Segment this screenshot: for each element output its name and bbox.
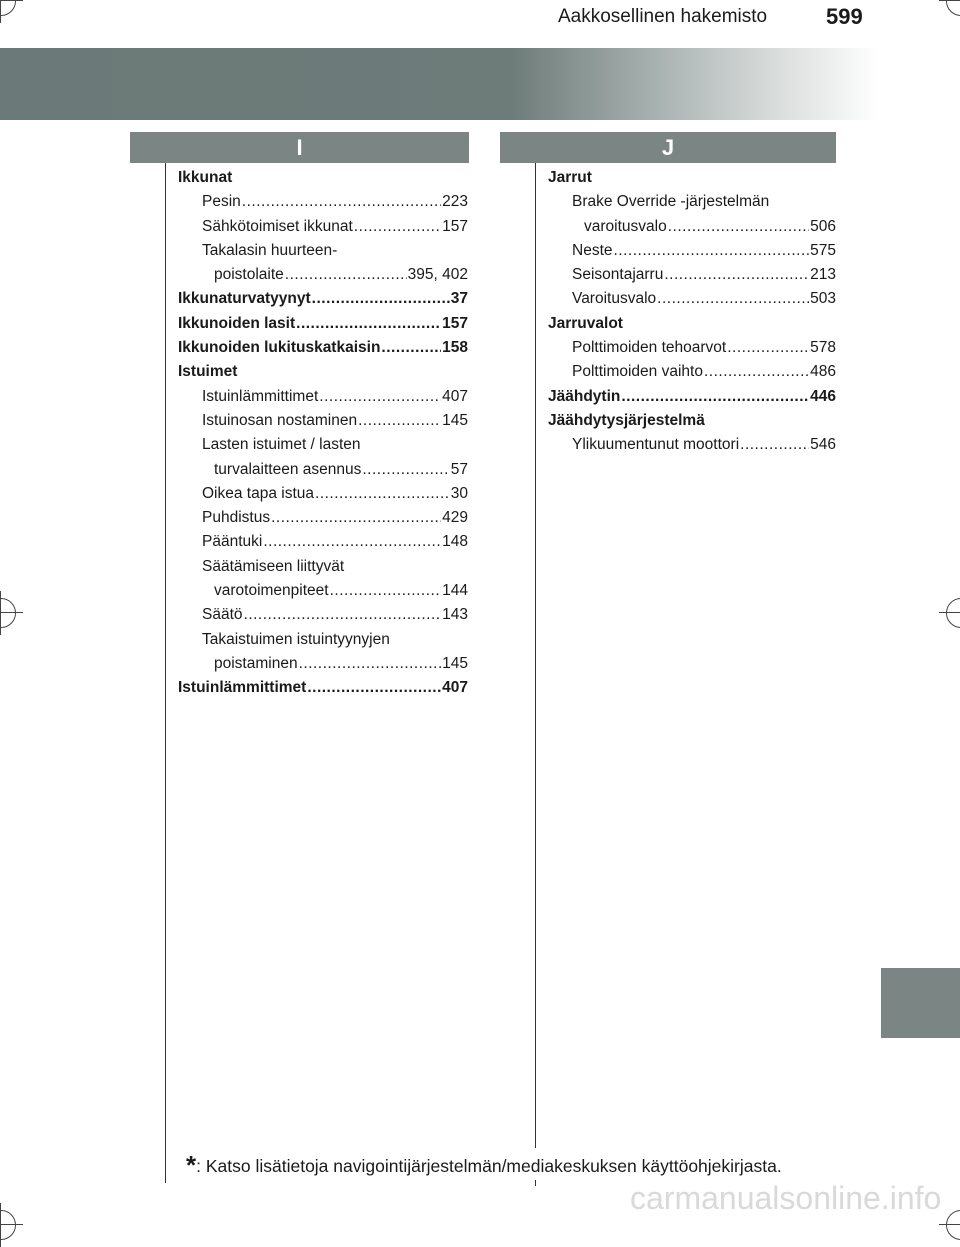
index-column-j [548, 166, 836, 458]
entry-page-ref: 157 [442, 217, 468, 235]
watermark: carmanualsonline.info [630, 1180, 942, 1216]
dot-leader [354, 215, 441, 239]
entry-label: Seisontajarru [572, 266, 664, 284]
entry-label: turvalaitteen asennus [214, 460, 362, 478]
entry-page-ref: 37 [450, 290, 468, 308]
index-entry-sub [548, 287, 836, 311]
entry-label: poistaminen [214, 654, 298, 672]
entry-label: Neste [572, 241, 613, 259]
header-banner [0, 48, 880, 120]
entry-page-ref: 213 [810, 266, 836, 284]
column-divider-left [165, 163, 166, 1183]
index-entry-sub [178, 458, 468, 482]
index-entry-sub [548, 433, 836, 457]
entry-page-ref: 143 [442, 606, 468, 624]
index-entry-main [548, 312, 836, 336]
index-entry-sub [548, 239, 836, 263]
entry-page-ref: 30 [450, 484, 468, 502]
footnote-text: : Katso lisätietoja navigointijärjestelmän/mediakeskuksen käyttöohjekirjasta. [196, 1156, 782, 1176]
index-entry-sub [178, 215, 468, 239]
entry-label: Puhdistus [202, 509, 271, 527]
entry-label: Säätämiseen liittyvät [202, 557, 345, 575]
index-entry-sub [178, 603, 468, 627]
dot-leader [740, 433, 809, 457]
dot-leader [315, 482, 450, 506]
entry-label: Jarruvalot [548, 314, 623, 332]
index-entry-sub [178, 652, 468, 676]
index-entry-sub [548, 215, 836, 239]
entry-label: Ikkunoiden lasit [178, 314, 296, 332]
index-entry-sub [178, 385, 468, 409]
entry-label: Varoitusvalo [572, 290, 657, 308]
dot-leader [362, 458, 449, 482]
entry-label: varoitusvalo [584, 217, 667, 235]
crop-mark-icon [0, 598, 16, 628]
entry-label: Pesin [202, 193, 241, 211]
entry-label: Istuinlämmittimet [178, 679, 307, 697]
entry-page-ref: 446 [810, 387, 836, 405]
entry-page-ref: 575 [810, 241, 836, 259]
dot-leader [381, 336, 441, 360]
entry-page-ref: 157 [442, 314, 468, 332]
index-entry-sub [548, 190, 836, 214]
entry-page-ref: 506 [810, 217, 836, 235]
dot-leader [358, 409, 441, 433]
index-entry-main [548, 385, 836, 409]
index-entry-sub [178, 530, 468, 554]
index-entry-sub [548, 336, 836, 360]
entry-label: Oikea tapa istua [202, 484, 315, 502]
entry-label: Takaistuimen istuintyynyjen [202, 630, 390, 648]
entry-label: Istuimet [178, 363, 238, 381]
crop-mark-icon [0, 0, 16, 16]
dot-leader [244, 603, 442, 627]
entry-label: Lasten istuimet / lasten [202, 436, 361, 454]
entry-page-ref: 158 [442, 339, 468, 357]
entry-label: Polttimoiden vaihto [572, 363, 703, 381]
footnote [186, 1150, 782, 1181]
crop-mark-icon [946, 0, 960, 16]
entry-label: Jäähdytysjärjestelmä [548, 411, 705, 429]
dot-leader [312, 287, 450, 311]
dot-leader [614, 239, 810, 263]
entry-label: Ikkunaturvatyynyt [178, 290, 311, 308]
entry-label: Ikkunoiden lukituskatkaisin [178, 339, 381, 357]
dot-leader [621, 385, 809, 409]
entry-page-ref: 145 [442, 411, 468, 429]
index-column-i [178, 166, 468, 701]
index-entry-main [548, 166, 836, 190]
index-entry-sub [178, 190, 468, 214]
entry-label: Istuinosan nostaminen [202, 411, 358, 429]
section-letter-j: J [500, 132, 836, 163]
dot-leader [664, 263, 809, 287]
entry-page-ref: 223 [442, 193, 468, 211]
index-entry-sub [178, 433, 468, 457]
dot-leader [727, 336, 809, 360]
index-entry-main [178, 360, 468, 384]
index-entry-sub [178, 579, 468, 603]
header-title: Aakkosellinen hakemisto [558, 6, 768, 27]
footnote-marker: * [186, 1150, 197, 1180]
entry-page-ref: 407 [442, 387, 468, 405]
entry-page-ref: 148 [442, 533, 468, 551]
dot-leader [307, 676, 441, 700]
index-entry-main [178, 336, 468, 360]
entry-label: poistolaite [214, 266, 284, 284]
index-entry-sub [178, 263, 468, 287]
entry-label: Sähkötoimiset ikkunat [202, 217, 353, 235]
entry-label: Ikkunat [178, 169, 233, 186]
dot-leader [319, 385, 441, 409]
index-entry-sub [178, 482, 468, 506]
entry-page-ref: 546 [810, 436, 836, 454]
column-divider-middle [535, 163, 536, 1148]
crop-mark-icon [0, 1210, 16, 1240]
section-letter-i: I [130, 132, 469, 163]
entry-label: Pääntuki [202, 533, 263, 551]
index-entry-main [178, 166, 468, 190]
dot-leader [657, 287, 809, 311]
entry-label: Polttimoiden tehoarvot [572, 339, 727, 357]
entry-label: Brake Override -järjestelmän [572, 193, 770, 211]
dot-leader [296, 312, 441, 336]
crop-mark-icon [946, 1210, 960, 1240]
page-number: 599 [826, 4, 863, 29]
index-entry-sub [178, 239, 468, 263]
index-entry-sub [548, 360, 836, 384]
entry-page-ref: 407 [442, 679, 468, 697]
entry-page-ref: 57 [450, 460, 468, 478]
entry-label: Säätö [202, 606, 243, 624]
entry-page-ref: 503 [810, 290, 836, 308]
entry-page-ref: 486 [810, 363, 836, 381]
index-entry-main [178, 287, 468, 311]
index-entry-sub [178, 506, 468, 530]
entry-label: Jäähdytin [548, 387, 621, 405]
index-entry-sub [178, 409, 468, 433]
dot-leader [271, 506, 441, 530]
index-entry-sub [178, 555, 468, 579]
index-entry-main [178, 676, 468, 700]
entry-label: varotoimenpiteet [214, 582, 329, 600]
entry-label: Istuinlämmittimet [202, 387, 319, 405]
entry-page-ref: 429 [442, 509, 468, 527]
dot-leader [299, 652, 442, 676]
index-entry-main [178, 312, 468, 336]
index-entry-sub [178, 628, 468, 652]
entry-label: Takalasin huurteen- [202, 241, 338, 259]
dot-leader [242, 190, 441, 214]
entry-page-ref: 578 [810, 339, 836, 357]
index-entry-sub [548, 263, 836, 287]
dot-leader [263, 530, 441, 554]
dot-leader [330, 579, 442, 603]
entry-page-ref: 395, 402 [407, 266, 468, 284]
entry-label: Jarrut [548, 169, 592, 186]
chapter-thumb-tab [881, 968, 960, 1038]
dot-leader [285, 263, 407, 287]
entry-label: Ylikuumentunut moottori [572, 436, 740, 454]
entry-page-ref: 144 [442, 582, 468, 600]
entry-page-ref: 145 [442, 654, 468, 672]
index-entry-main [548, 409, 836, 433]
crop-mark-icon [946, 598, 960, 628]
dot-leader [668, 215, 809, 239]
dot-leader [704, 360, 809, 384]
